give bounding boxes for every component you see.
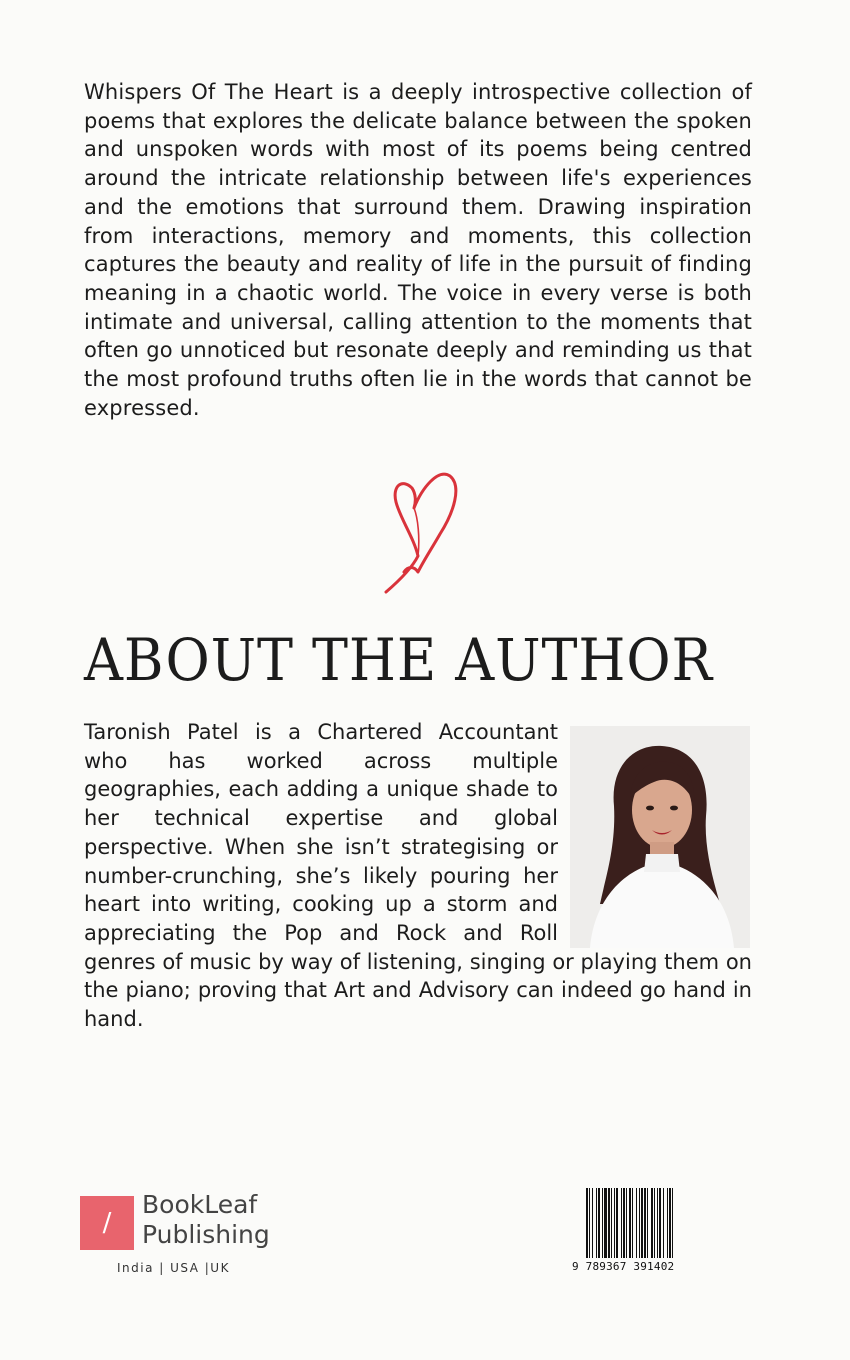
barcode-bar <box>667 1188 668 1258</box>
barcode-bar <box>663 1188 664 1258</box>
publisher-name <box>142 1190 270 1250</box>
isbn-number: 9 789367 391402 <box>572 1260 675 1273</box>
barcode-bar <box>589 1188 590 1258</box>
barcode-bar <box>614 1188 615 1258</box>
barcode-bar <box>626 1188 627 1258</box>
barcode-bar <box>598 1188 600 1258</box>
publisher-name-line1: BookLeaf <box>142 1190 258 1219</box>
barcode-bar <box>621 1188 622 1258</box>
barcode-bar <box>629 1188 631 1258</box>
barcode-bar <box>639 1188 640 1258</box>
barcode-bar <box>608 1188 610 1258</box>
barcode-bar <box>641 1188 643 1258</box>
barcode-bar <box>586 1188 588 1258</box>
publisher-logo-mark: / <box>80 1196 134 1250</box>
barcode-bar <box>604 1188 607 1258</box>
heart-icon <box>378 468 462 596</box>
barcode-bar <box>672 1188 673 1258</box>
barcode-bar <box>651 1188 653 1258</box>
barcode-bar <box>669 1188 671 1258</box>
barcode-bar <box>592 1188 593 1258</box>
barcode-bar <box>611 1188 612 1258</box>
book-blurb: Whispers Of The Heart is a deeply introspective collection of poems that explores the delicate balance between the spoken and unspoken words with most of its poems being centred around the intricate relationship between life's experiences and the emotions that surround them. Drawing inspiration from interactions, memory and moments, this collection captures the beauty and reality of life in the pursuit of finding meaning in a chaotic world. The voice in every verse is both intimate and universal, calling attention to the moments that often go unnoticed but resonate deeply and reminding us that the most profound truths often lie in the words that cannot be expressed. <box>84 80 752 420</box>
barcode-bar <box>647 1188 648 1258</box>
author-bio-text: Taronish Patel is a Chartered Accountant who has worked across multiple geographies, each adding a unique shade to her technical expertise and global perspective. When she isn’t strategising or number-crunching, she’s likely pouring her heart into writing, cooking up a storm and appreciating the Pop and Rock and Roll genres of music by way of listening, singing or playing them on the piano; proving that Art and Advisory can indeed go hand in hand. <box>84 720 752 1032</box>
about-author-heading: ABOUT THE AUTHOR <box>84 626 714 694</box>
barcode-bar <box>632 1188 633 1258</box>
barcode-bar <box>623 1188 625 1258</box>
barcode-bar <box>654 1188 655 1258</box>
barcode-bar <box>636 1188 637 1258</box>
barcode-bar <box>657 1188 658 1258</box>
barcode-bar <box>659 1188 661 1258</box>
publisher-name-line2: Publishing <box>142 1220 270 1249</box>
barcode-bar <box>616 1188 618 1258</box>
barcode-bar <box>596 1188 597 1258</box>
author-bio <box>84 718 752 1034</box>
barcode-bar <box>644 1188 646 1258</box>
barcode-bar <box>602 1188 603 1258</box>
publisher-regions: India | USA |UK <box>117 1261 230 1275</box>
